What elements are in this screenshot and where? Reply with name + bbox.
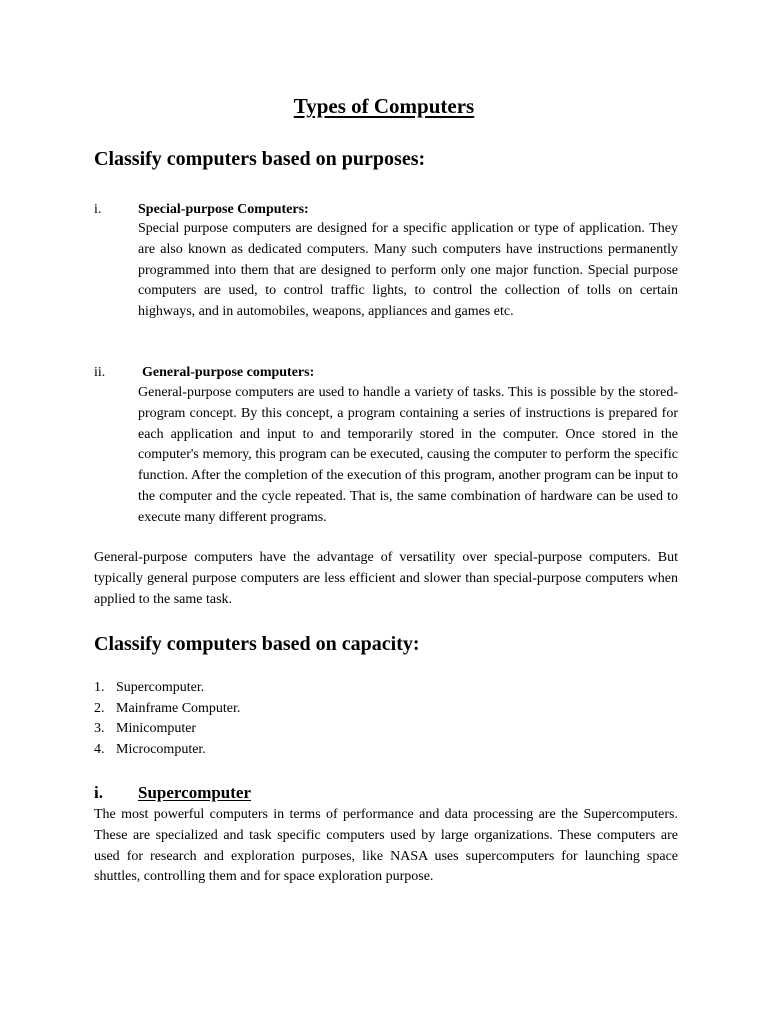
item-numeral-general: ii. bbox=[94, 365, 106, 380]
paragraph-general-purpose: General-purpose computers are used to handle a variety of tasks. This is possible by the stored-program concept. By this concept, a program containing a series of instructions is prepared for each application and input to and temporarily stored in the computer. Once stored in the computer's memory, this program can be executed, causing the computer to perform the specific function. After the completion of the execution of this program, another program can be input to the computer and the cycle repeated. That is, the same combination of hardware can be used to execute many different programs. bbox=[138, 385, 678, 525]
list-item: 3. Minicomputer bbox=[94, 721, 197, 736]
section-heading-capacity: Classify computers based on capacity: bbox=[94, 633, 420, 655]
list-item: 1. Supercomputer. bbox=[94, 680, 205, 695]
list-item: 2. Mainframe Computer. bbox=[94, 700, 241, 716]
document-title: Types of Computers bbox=[293, 94, 475, 118]
paragraph-special-purpose: Special purpose computers are designed for a specific application or type of application. They are also known as dedicated computers. Many such computers have instructions permanently programmed into them that are designed to perform only one major function. Special purpose computers are used, to control traffic lights, to control the collection of tolls on certain highways, and in automobiles, weapons, appliances and games etc. bbox=[138, 221, 678, 320]
item-numeral-special: i. bbox=[94, 202, 102, 217]
paragraph-supercomputer: The most powerful computers in terms of performance and data processing are the Supercomputers. These are specialized and task specific computers used by large organizations. These computers are used for research and exploration purposes, like NASA uses supercomputers for launching space shuttles, controlling them and for space exploration purpose. bbox=[94, 807, 678, 885]
paragraph-summary: General-purpose computers have the advantage of versatility over special-purpose computers. But typically general purpose computers are less efficient and slower than special-purpose computers when applied to the same task. bbox=[94, 550, 678, 607]
list-item: 4. Microcomputer. bbox=[94, 741, 206, 757]
subsection-heading-supercomputer: i. Supercomputer bbox=[94, 783, 252, 802]
capacity-list bbox=[94, 678, 240, 760]
section-heading-purposes: Classify computers based on purposes: bbox=[94, 148, 426, 170]
item-heading-special: Special-purpose Computers: bbox=[138, 202, 309, 217]
item-heading-general: General-purpose computers: bbox=[142, 365, 315, 380]
